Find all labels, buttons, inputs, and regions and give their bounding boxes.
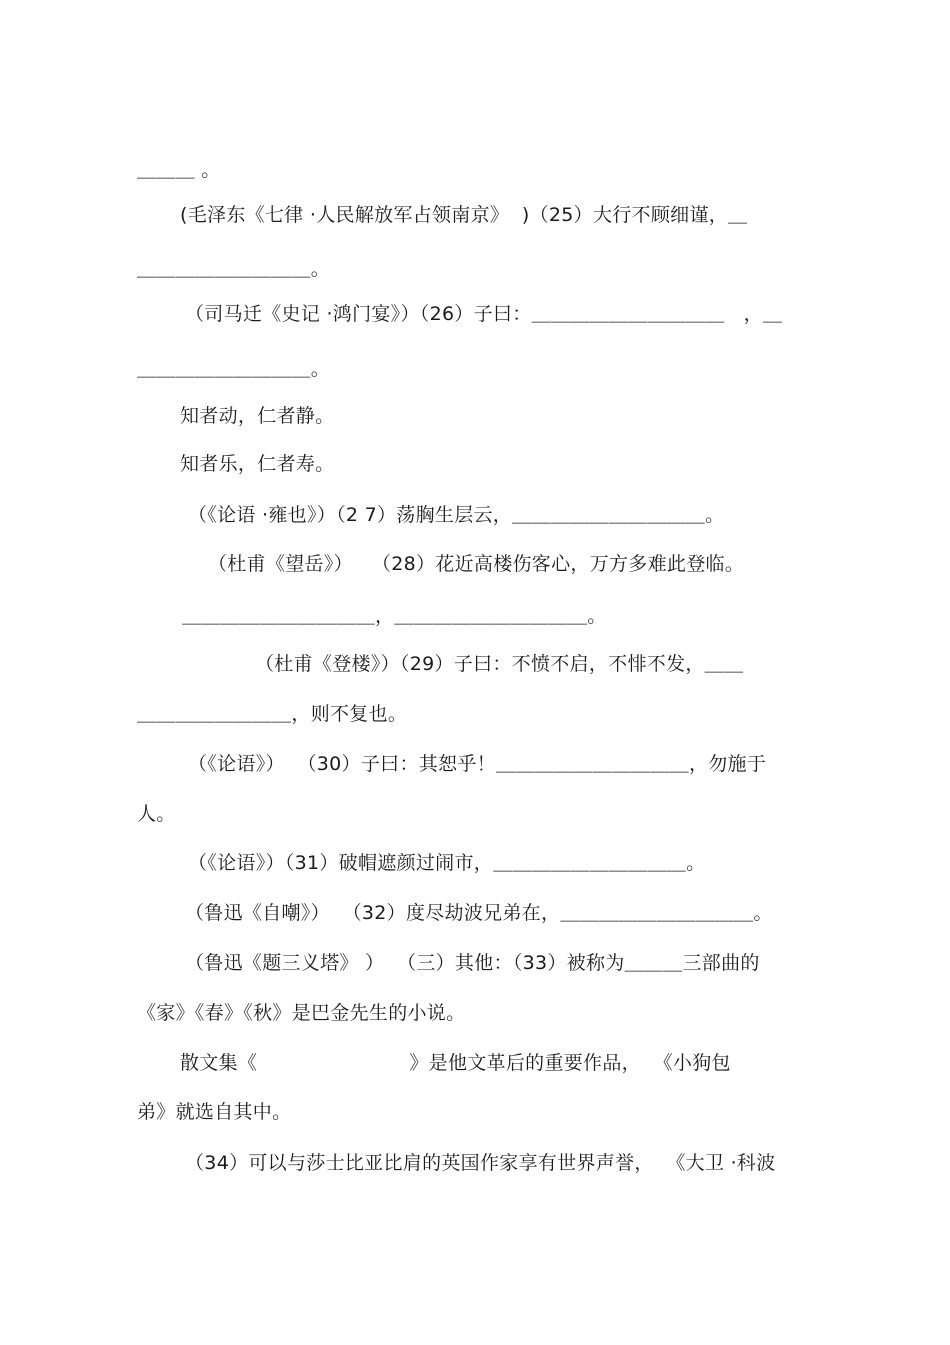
text-line-11: （杜甫《登楼》）（29）子曰：不愤不启，不悱不发，＿＿	[255, 653, 744, 675]
text-line-16: （鲁迅《自嘲》） （32）度尽劫波兄弟在，＿＿＿＿＿＿＿＿＿＿。	[185, 902, 773, 924]
text-line-10: ＿＿＿＿＿＿＿＿＿＿，＿＿＿＿＿＿＿＿＿＿。	[182, 605, 607, 627]
text-line-17: （鲁迅《题三义塔》 ） （三）其他：（33）被称为＿＿＿三部曲的	[185, 952, 760, 974]
text-line-9: （杜甫《望岳》） （28）花近高楼伤客心，万方多难此登临。	[208, 553, 745, 575]
text-line-7: 知者乐，仁者寿。	[180, 453, 335, 475]
text-line-1: ＿＿＿ 。	[137, 159, 221, 181]
text-line-2: (毛泽东《七律 ·人民解放军占领南京》 )（25）大行不顾细谨，＿	[180, 204, 748, 226]
text-line-14: 人。	[137, 803, 176, 825]
text-line-13: （《论语》） （30）子曰：其恕乎！＿＿＿＿＿＿＿＿＿＿，勿施于	[188, 753, 767, 775]
text-line-5: ＿＿＿＿＿＿＿＿＿。	[137, 358, 331, 380]
text-line-20: 弟》就选自其中。	[137, 1101, 292, 1123]
text-line-3: ＿＿＿＿＿＿＿＿＿。	[137, 258, 331, 280]
text-line-4: （司马迁《史记 ·鸿门宴》）（26）子曰：＿＿＿＿＿＿＿＿＿＿ ，＿	[185, 303, 783, 325]
text-line-12: ＿＿＿＿＿＿＿＿，则不复也。	[137, 703, 408, 725]
text-line-6: 知者动，仁者静。	[180, 405, 335, 427]
text-line-19: 散文集《 》是他文革后的重要作品， 《小狗包	[180, 1052, 731, 1074]
text-line-15: （《论语》）（31）破帽遮颜过闹市，＿＿＿＿＿＿＿＿＿＿。	[188, 852, 706, 874]
text-line-8: （《论语 ·雍也》）（2 7）荡胸生层云，＿＿＿＿＿＿＿＿＿＿。	[188, 504, 725, 526]
text-line-18: 《家》《春》《秋》是巴金先生的小说。	[137, 1002, 466, 1024]
text-line-21: （34）可以与莎士比亚比肩的英国作家享有世界声誉， 《大卫 ·科波	[185, 1152, 776, 1174]
